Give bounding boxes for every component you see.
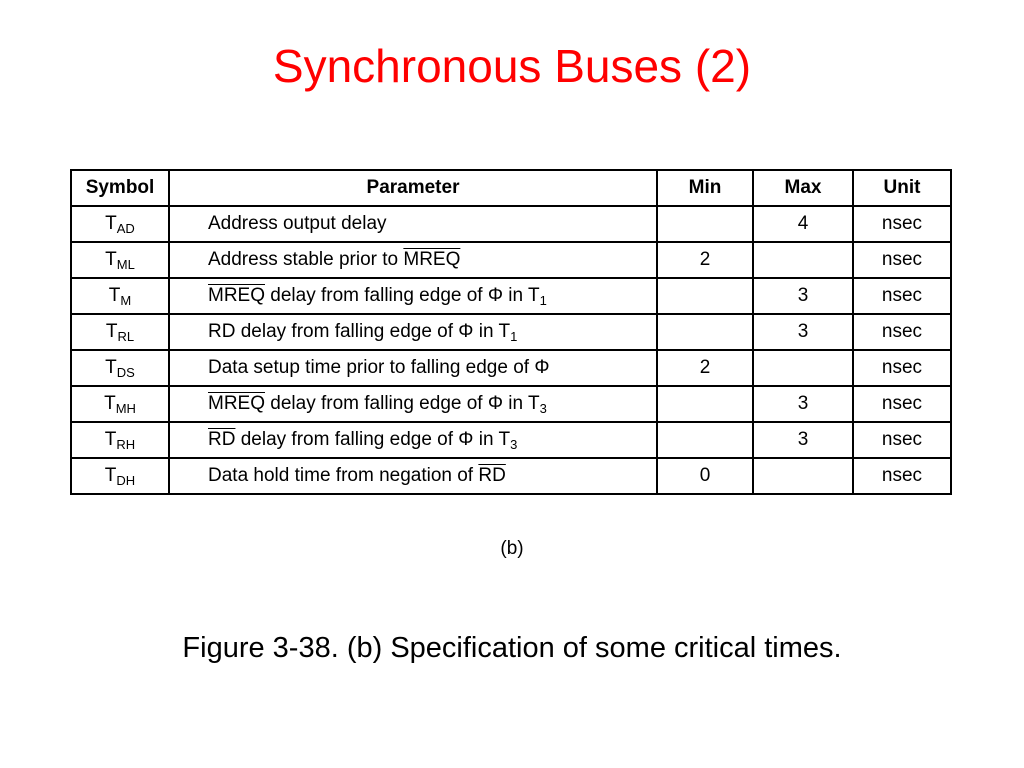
max-cell: 3	[753, 386, 853, 422]
parameter-subscript: 1	[539, 292, 547, 308]
min-cell: 2	[657, 242, 753, 278]
unit-cell: nsec	[853, 242, 951, 278]
parameter-cell	[169, 206, 657, 242]
symbol-cell	[71, 386, 169, 422]
symbol-subscript: RH	[116, 436, 136, 452]
min-cell	[657, 278, 753, 314]
overlined-signal: MREQ	[403, 249, 461, 270]
symbol-letter: T	[105, 212, 117, 234]
timing-spec-table	[70, 169, 952, 495]
parameter-text: delay from falling edge of Φ in T	[235, 428, 511, 450]
parameter-text: Address stable prior to	[208, 249, 404, 270]
symbol-subscript: MH	[115, 400, 136, 416]
symbol-subscript: RL	[117, 328, 135, 344]
header-unit: Unit	[853, 170, 951, 206]
max-cell: 3	[753, 278, 853, 314]
overlined-signal: $\overline{RD}$	[208, 428, 236, 450]
unit-cell: nsec	[853, 206, 951, 242]
min-cell: 2	[657, 350, 753, 386]
symbol-letter: T	[104, 428, 117, 450]
table-row	[71, 458, 951, 494]
max-cell	[753, 458, 853, 494]
symbol-cell	[71, 422, 169, 458]
unit-cell: nsec	[853, 314, 951, 350]
parameter-cell	[169, 350, 657, 386]
parameter-cell	[169, 422, 657, 458]
parameter-cell	[169, 242, 657, 278]
symbol-subscript: ML	[116, 256, 135, 272]
table-header-row	[71, 170, 951, 206]
symbol-letter: T	[105, 248, 117, 270]
unit-cell: nsec	[853, 278, 951, 314]
max-cell: 4	[753, 206, 853, 242]
parameter-subscript: 3	[539, 400, 547, 416]
symbol-letter: T	[105, 320, 118, 342]
symbol-letter: T	[105, 356, 117, 378]
min-cell: 0	[657, 458, 753, 494]
symbol-cell	[71, 314, 169, 350]
table-row	[71, 278, 951, 314]
unit-cell: nsec	[853, 350, 951, 386]
table-row	[71, 206, 951, 242]
slide-title: Synchronous Buses (2)	[272, 40, 752, 92]
symbol-subscript: DS	[116, 364, 135, 380]
parameter-text: Data setup time prior to falling edge of Φ	[208, 357, 550, 378]
unit-cell: nsec	[853, 386, 951, 422]
table-row	[71, 242, 951, 278]
parameter-text: Data hold time from negation of	[208, 465, 479, 486]
parameter-text: delay from falling edge of Φ in T	[265, 392, 540, 414]
symbol-letter: T	[104, 464, 117, 486]
parameter-text: delay from falling edge of Φ in T	[265, 284, 540, 306]
parameter-text: Address output delay	[208, 213, 387, 234]
min-cell	[657, 422, 753, 458]
symbol-cell	[71, 206, 169, 242]
overlined-signal: $\overline{RD}$	[478, 465, 506, 486]
symbol-cell	[71, 350, 169, 386]
overlined-signal: MREQ	[208, 284, 265, 306]
symbol-letter: T	[108, 284, 121, 306]
symbol-subscript: AD	[116, 220, 135, 236]
header-max: Max	[753, 170, 853, 206]
header-parameter: Parameter	[169, 170, 657, 206]
table-row	[71, 422, 951, 458]
header-symbol: Symbol	[71, 170, 169, 206]
min-cell	[657, 206, 753, 242]
parameter-subscript: 1	[510, 328, 518, 344]
parameter-cell	[169, 278, 657, 314]
symbol-cell	[71, 458, 169, 494]
figure-caption: Figure 3-38. (b) Specification of some critical times.	[182, 632, 842, 664]
min-cell	[657, 386, 753, 422]
parameter-subscript: 3	[510, 436, 518, 452]
figure-sub-label: (b)	[500, 538, 524, 559]
header-min: Min	[657, 170, 753, 206]
symbol-subscript: DH	[116, 472, 136, 488]
overlined-signal: MREQ	[208, 392, 265, 414]
parameter-cell	[169, 386, 657, 422]
table-row	[71, 314, 951, 350]
parameter-cell	[169, 458, 657, 494]
unit-cell: nsec	[853, 458, 951, 494]
symbol-subscript: M	[120, 292, 132, 308]
parameter-text: RD delay from falling edge of Φ in T	[208, 320, 511, 342]
min-cell	[657, 314, 753, 350]
max-cell	[753, 242, 853, 278]
symbol-cell	[71, 278, 169, 314]
table-row	[71, 350, 951, 386]
unit-cell: nsec	[853, 422, 951, 458]
symbol-letter: T	[104, 392, 116, 414]
parameter-cell	[169, 314, 657, 350]
max-cell: 3	[753, 314, 853, 350]
table-row	[71, 386, 951, 422]
max-cell: 3	[753, 422, 853, 458]
max-cell	[753, 350, 853, 386]
symbol-cell	[71, 242, 169, 278]
